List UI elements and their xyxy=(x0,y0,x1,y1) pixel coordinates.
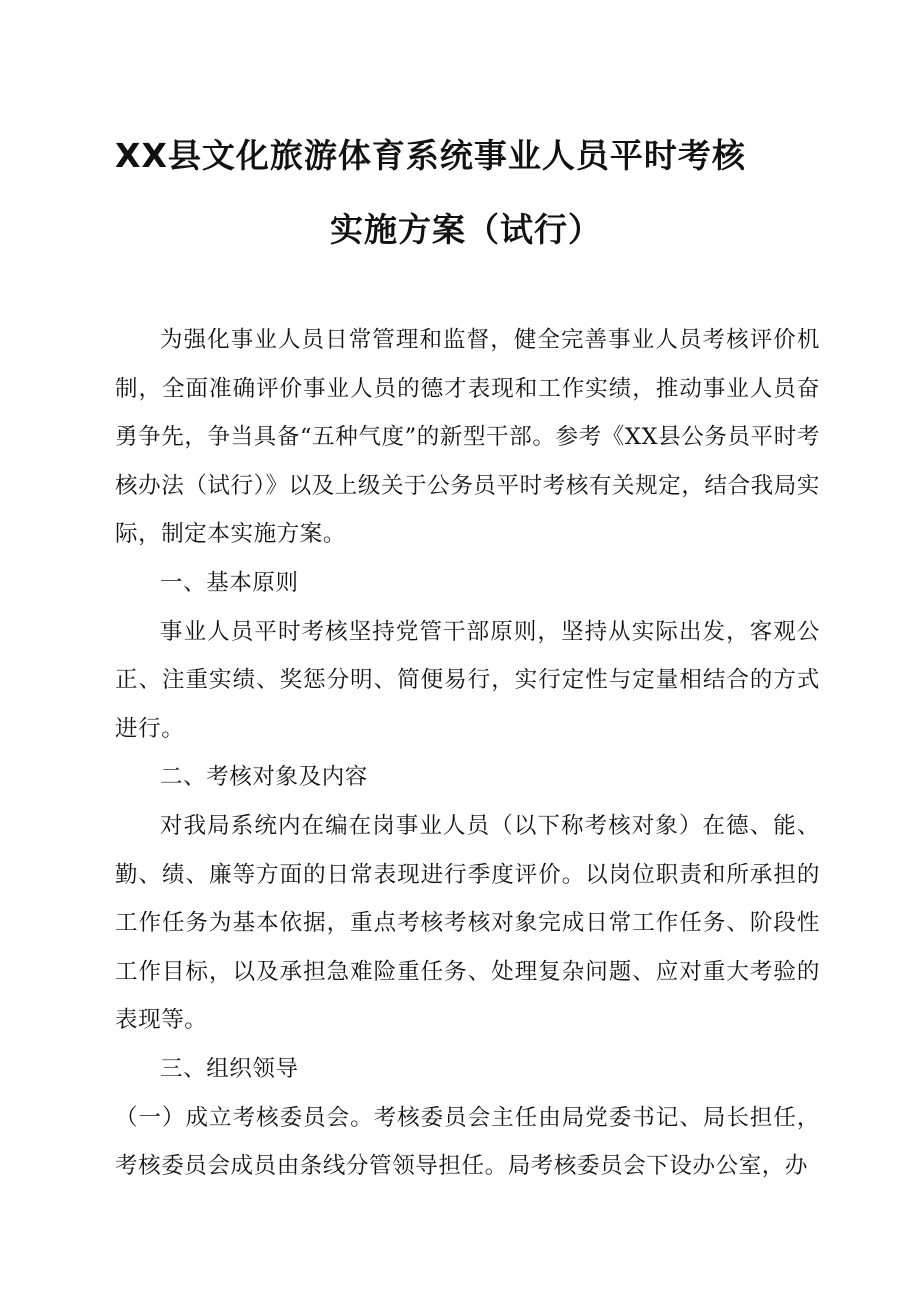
intro-paragraph: 为强化事业人员日常管理和监督，健全完善事业人员考核评价机制，全面准确评价事业人员的德才表现和工作实绩，推动事业人员奋勇争先，争当具备“五种气度”的新型干部。参考《XX县公务员平时考核办法（试行）》以及上级关于公务员平时考核有关规定，结合我局实际，制定本实施方案。 xyxy=(115,327,820,548)
document-title-line-2: 实施方案（试行） xyxy=(330,210,602,249)
document-body xyxy=(115,316,820,1191)
section-heading-organization: 三、组织领导 xyxy=(160,1055,299,1082)
organization-paragraph: （一）成立考核委员会。考核委员会主任由局党委书记、局长担任，考核委员会成员由条线分管领导担任。局考核委员会下设办公室，办 xyxy=(115,1104,820,1180)
section-heading-targets-content: 二、考核对象及内容 xyxy=(160,764,368,791)
section-heading-basic-principles: 一、基本原则 xyxy=(160,569,299,596)
document-title-line-1: XX县文化旅游体育系统事业人员平时考核 xyxy=(115,136,746,175)
targets-content-paragraph: 对我局系统内在编在岗事业人员（以下称考核对象）在德、能、勤、绩、廉等方面的日常表现进行季度评价。以岗位职责和所承担的工作任务为基本依据，重点考核考核对象完成日常工作任务、阶段性工作目标，以及承担急难险重任务、处理复杂问题、应对重大考验的表现等。 xyxy=(115,812,820,1034)
basic-principles-paragraph: 事业人员平时考核坚持党管干部原则，坚持从实际出发，客观公正、注重实绩、奖惩分明、简便易行，实行定性与定量相结合的方式进行。 xyxy=(115,618,820,742)
